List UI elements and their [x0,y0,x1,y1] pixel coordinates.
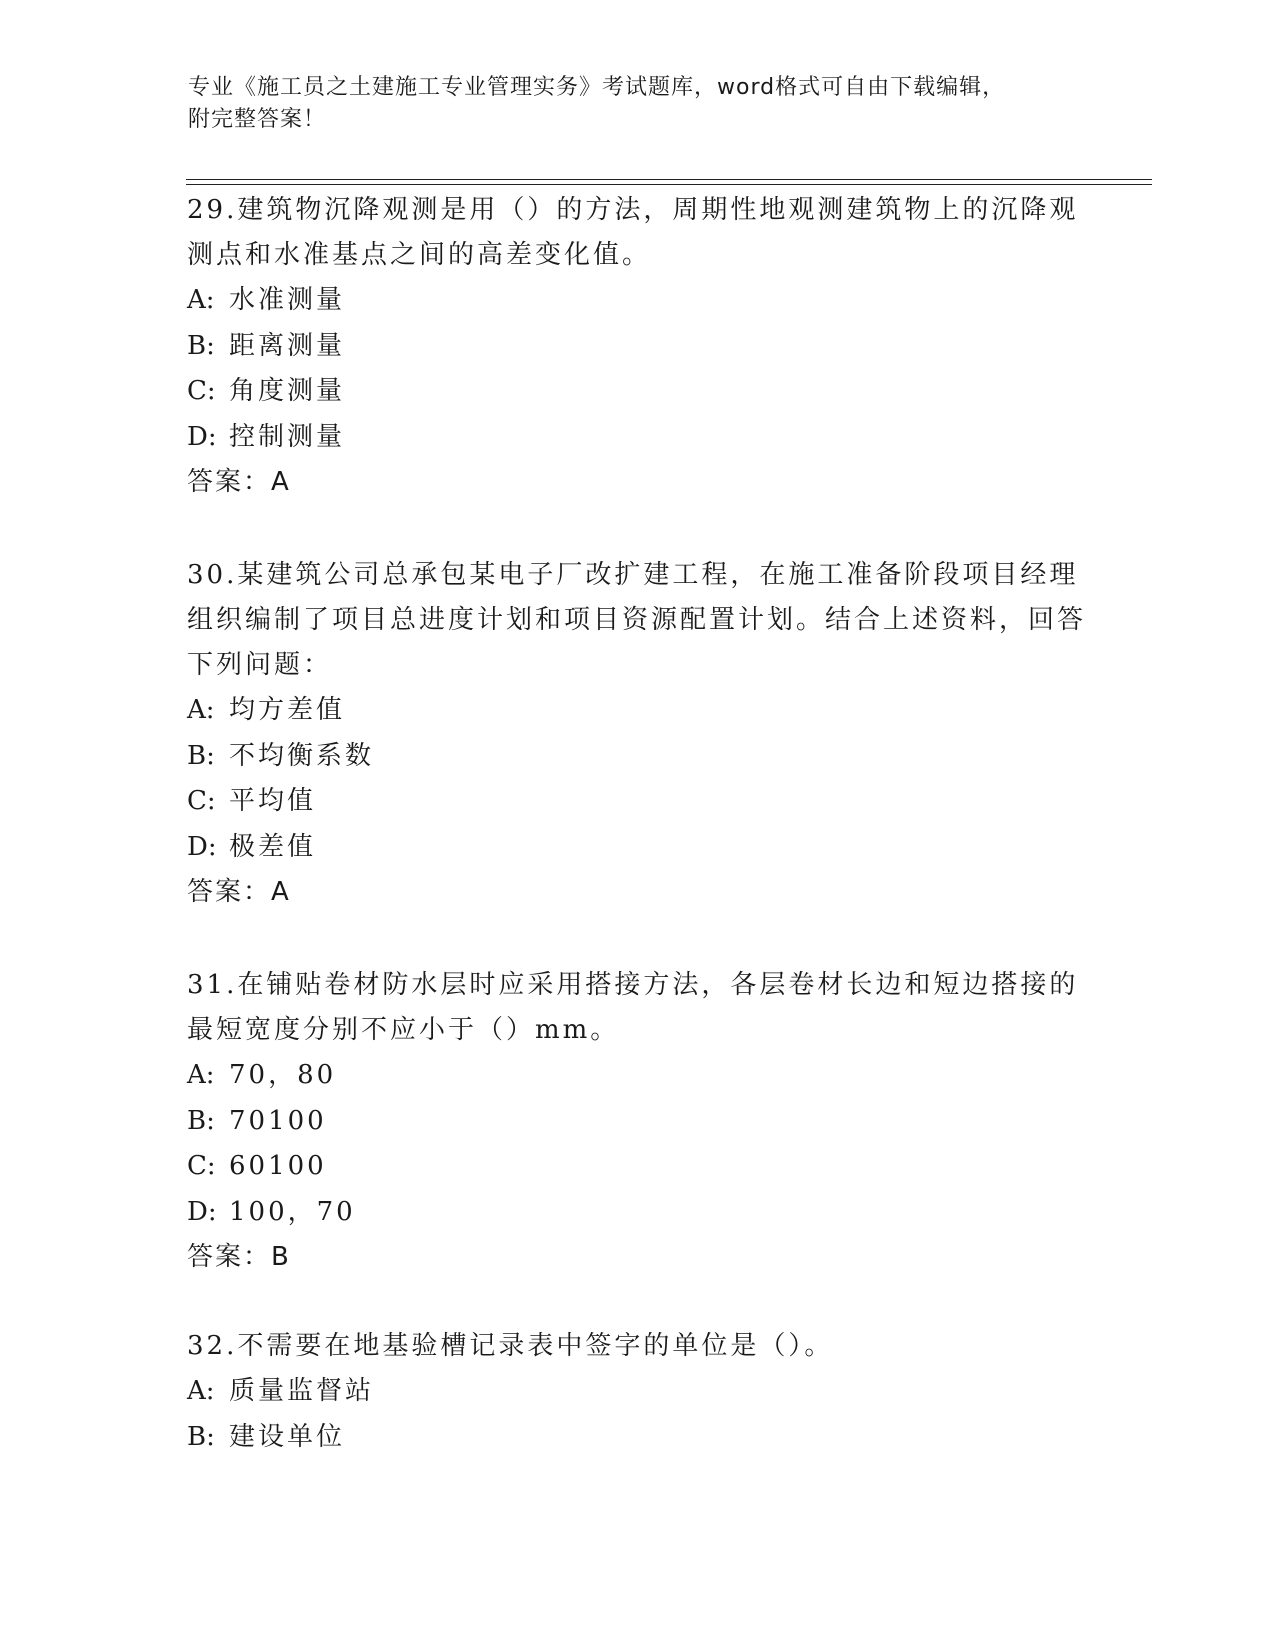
option-c [187,369,1087,415]
question-text: 29.建筑物沉降观测是用（）的方法，周期性地观测建筑物上的沉降观测点和水准基点之间的高差变化值。 [187,195,1079,270]
option-text: 距离测量 [229,330,346,361]
question-30 [187,553,1087,916]
option-letter: A: [187,285,215,315]
option-letter: B: [187,1105,215,1136]
option-text: 100，70 [229,1196,356,1227]
option-letter: D: [187,1196,217,1227]
option-letter: C: [187,1151,216,1181]
header-divider-bottom [186,184,1152,185]
question-32 [187,1324,1087,1460]
option-text: 控制测量 [229,421,346,452]
option-text: 不均衡系数 [229,740,375,771]
option-a [187,1369,1087,1415]
option-letter: A: [187,1060,215,1090]
option-letter: C: [187,786,216,816]
option-d [187,1190,1087,1236]
answer-line: 答案：B [187,1242,291,1272]
question-29 [187,188,1087,506]
option-a [187,1053,1087,1099]
question-text: 32.不需要在地基验槽记录表中签字的单位是（）。 [187,1331,834,1361]
option-letter: D: [187,421,217,452]
option-c [187,1144,1087,1190]
option-letter: D: [187,831,217,862]
option-letter: A: [187,1376,215,1406]
option-text: 极差值 [229,831,317,862]
header-line-2: 附完整答案！ [188,107,327,132]
option-text: 平均值 [229,786,317,816]
answer-line: 答案：A [187,467,291,497]
option-b [187,324,1087,370]
option-d [187,825,1087,871]
document-header [188,72,1068,136]
option-text: 水准测量 [229,285,346,315]
option-text: 角度测量 [229,376,346,406]
header-line-1: 专业《施工员之土建施工专业管理实务》考试题库，word格式可自由下载编辑， [188,75,1006,100]
option-letter: B: [187,740,215,771]
header-divider-top [186,179,1152,180]
option-letter: C: [187,376,216,406]
option-b [187,1099,1087,1145]
option-d [187,415,1087,461]
option-text: 70100 [229,1105,327,1136]
option-text: 建设单位 [229,1421,346,1452]
answer-line: 答案：A [187,877,291,907]
option-letter: B: [187,1421,215,1452]
option-a [187,688,1087,734]
option-text: 质量监督站 [229,1376,375,1406]
option-letter: A: [187,695,215,725]
option-a [187,278,1087,324]
option-text: 60100 [229,1151,327,1181]
question-text: 31.在铺贴卷材防水层时应采用搭接方法，各层卷材长边和短边搭接的最短宽度分别不应小于（）mm。 [187,970,1079,1045]
option-text: 均方差值 [229,695,346,725]
question-31 [187,963,1087,1281]
option-letter: B: [187,330,215,361]
option-text: 70，80 [229,1060,337,1090]
option-c [187,779,1087,825]
option-b [187,1415,1087,1461]
question-text: 30.某建筑公司总承包某电子厂改扩建工程，在施工准备阶段项目经理组织编制了项目总进度计划和项目资源配置计划。结合上述资料，回答下列问题： [187,560,1087,680]
option-b [187,734,1087,780]
